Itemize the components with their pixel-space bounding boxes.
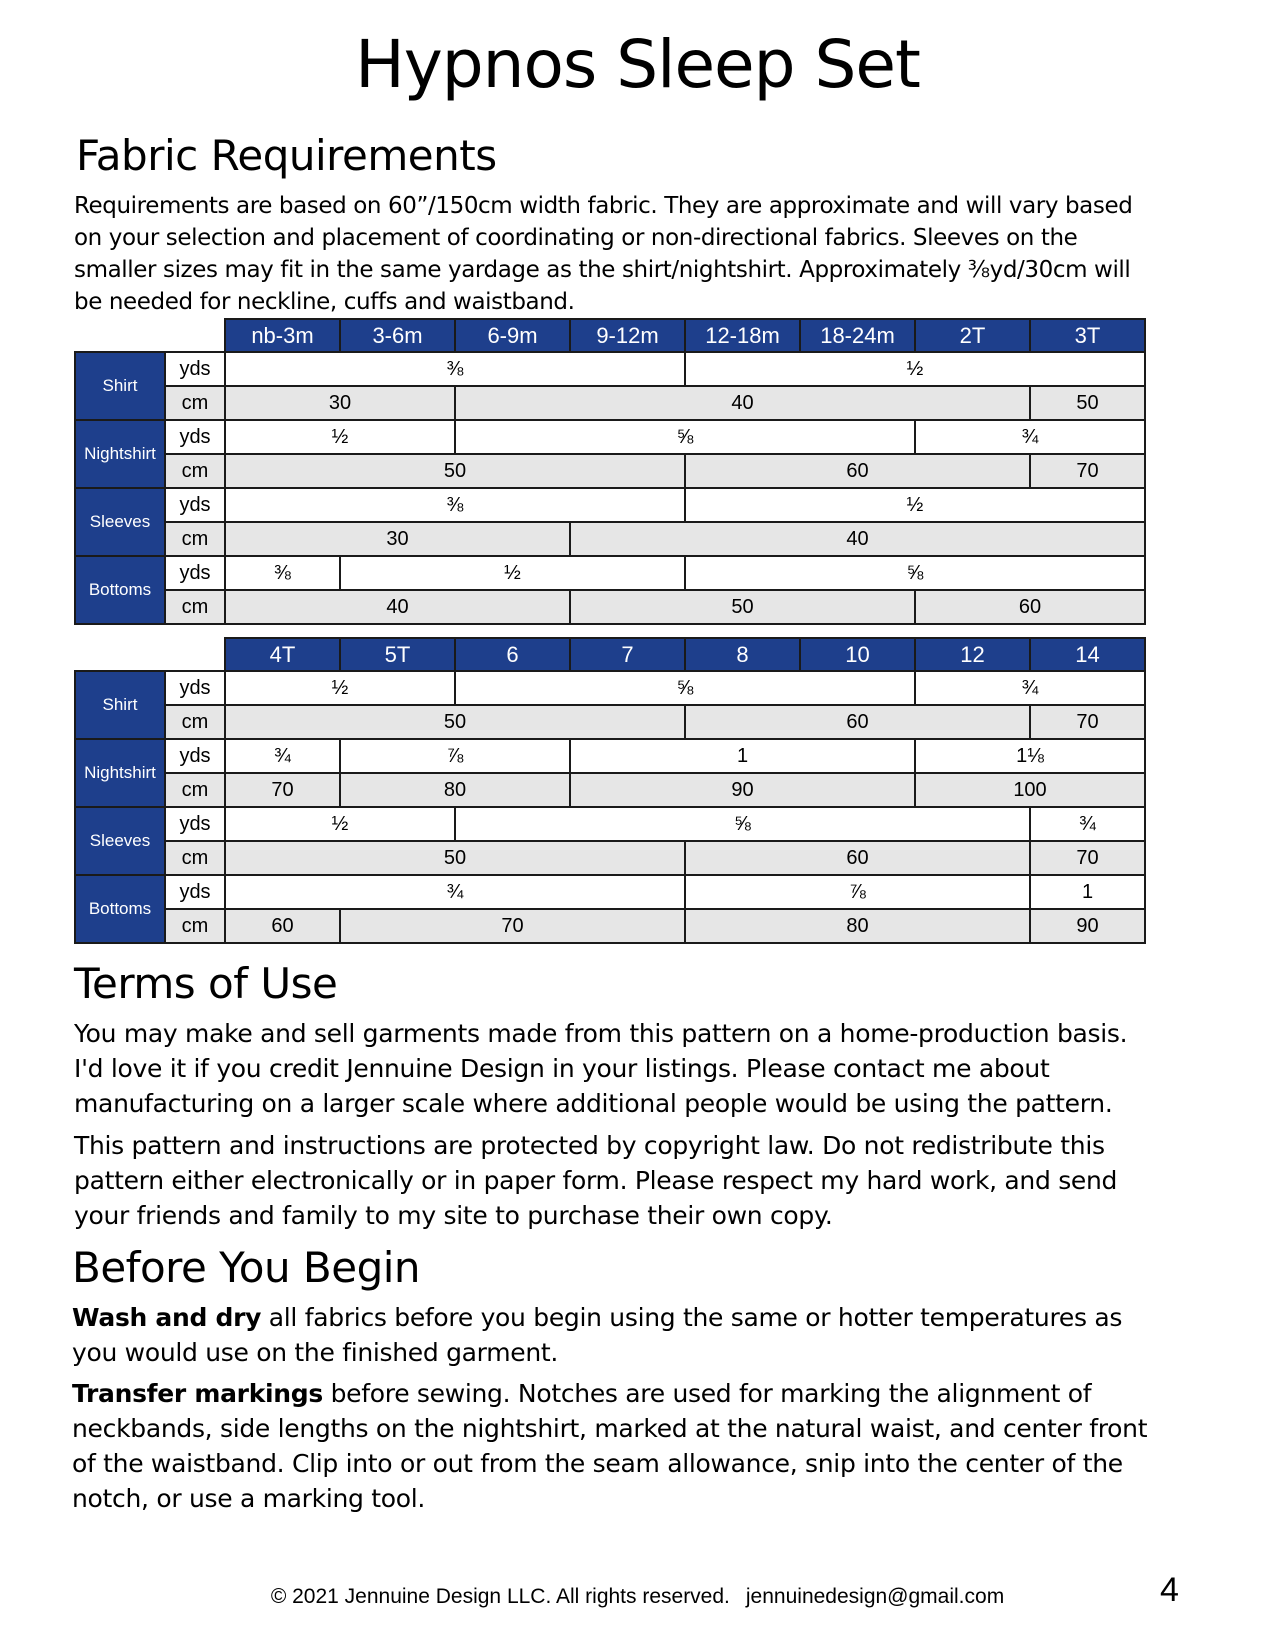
- garment-name-cell: Bottoms: [75, 875, 165, 943]
- amount-cell: 80: [340, 773, 570, 807]
- size-header-row: [75, 319, 1145, 352]
- fabric-table-child: [74, 637, 1146, 944]
- garment-name-cell: Nightshirt: [75, 420, 165, 488]
- size-header-cell: 7: [570, 638, 685, 671]
- garment-cm-row: [75, 841, 1145, 875]
- size-header-cell: 5T: [340, 638, 455, 671]
- amount-cell: ⅜: [225, 556, 340, 590]
- amount-cell: ½: [225, 807, 455, 841]
- before-you-begin-heading: Before You Begin: [72, 1243, 421, 1292]
- amount-cell: 100: [915, 773, 1145, 807]
- garment-yds-row: [75, 420, 1145, 454]
- garment-yds-row: [75, 352, 1145, 386]
- amount-cell: ⅜: [225, 488, 685, 522]
- header-blank-cell: [75, 638, 225, 671]
- garment-cm-row: [75, 386, 1145, 420]
- email-link[interactable]: jennuinedesign@gmail.com: [745, 1585, 1005, 1608]
- amount-cell: 60: [685, 705, 1030, 739]
- fabric-table-infant: [74, 318, 1146, 625]
- transfer-markings-text: before sewing. Notches are used for marking the alignment of neckbands, side lengths on the nightshirt, marked at the natural waist, and center front of the waistband. Clip into or out from the seam allowance, snip into the center of the notch, or use a marking tool.: [72, 1379, 1148, 1513]
- garment-name-cell: Shirt: [75, 671, 165, 739]
- amount-cell: 1: [1030, 875, 1145, 909]
- size-header-cell: 9-12m: [570, 319, 685, 352]
- before-paragraph-2: [72, 1376, 1162, 1516]
- unit-label-cell: cm: [165, 773, 225, 807]
- fabric-requirements-heading: Fabric Requirements: [76, 131, 497, 180]
- size-header-cell: 3T: [1030, 319, 1145, 352]
- page-number: 4: [1160, 1571, 1179, 1609]
- amount-cell: ⅜: [225, 352, 685, 386]
- unit-label-cell: cm: [165, 522, 225, 556]
- unit-label-cell: cm: [165, 705, 225, 739]
- amount-cell: 50: [225, 841, 685, 875]
- amount-cell: 50: [570, 590, 915, 624]
- amount-cell: ½: [225, 420, 455, 454]
- garment-name-cell: Bottoms: [75, 556, 165, 624]
- unit-label-cell: cm: [165, 909, 225, 943]
- amount-cell: 30: [225, 386, 455, 420]
- garment-cm-row: [75, 705, 1145, 739]
- unit-label-cell: cm: [165, 590, 225, 624]
- amount-cell: 70: [1030, 841, 1145, 875]
- amount-cell: ⅝: [455, 807, 1030, 841]
- amount-cell: ¾: [1030, 807, 1145, 841]
- amount-cell: ½: [685, 352, 1145, 386]
- size-header-row: [75, 638, 1145, 671]
- amount-cell: 1⅛: [915, 739, 1145, 773]
- amount-cell: 40: [570, 522, 1145, 556]
- size-header-cell: 18-24m: [800, 319, 915, 352]
- amount-cell: ¾: [225, 875, 685, 909]
- amount-cell: 70: [1030, 705, 1145, 739]
- header-blank-cell: [75, 319, 225, 352]
- size-header-cell: 12-18m: [685, 319, 800, 352]
- size-header-cell: 6-9m: [455, 319, 570, 352]
- size-header-cell: nb-3m: [225, 319, 340, 352]
- amount-cell: 40: [225, 590, 570, 624]
- amount-cell: ⅝: [685, 556, 1145, 590]
- garment-cm-row: [75, 522, 1145, 556]
- fabric-requirements-intro: Requirements are based on 60”/150cm width fabric. They are approximate and will vary based on your selection and placement of coordinating or non-directional fabrics. Sleeves on the smaller sizes may fit in the same yardage as the shirt/nightshirt. Approximately ⅜yd/30cm will be needed for neckline, cuffs and waistband.: [74, 193, 1133, 315]
- unit-label-cell: yds: [165, 352, 225, 386]
- amount-cell: 70: [340, 909, 685, 943]
- unit-label-cell: yds: [165, 488, 225, 522]
- footer: [0, 1582, 1275, 1612]
- amount-cell: 40: [455, 386, 1030, 420]
- amount-cell: ¾: [225, 739, 340, 773]
- garment-name-cell: Sleeves: [75, 488, 165, 556]
- amount-cell: 90: [1030, 909, 1145, 943]
- unit-label-cell: cm: [165, 454, 225, 488]
- garment-cm-row: [75, 773, 1145, 807]
- amount-cell: 50: [225, 705, 685, 739]
- transfer-markings-bold: Transfer markings: [72, 1379, 323, 1408]
- unit-label-cell: yds: [165, 671, 225, 705]
- garment-name-cell: Shirt: [75, 352, 165, 420]
- size-header-cell: 2T: [915, 319, 1030, 352]
- amount-cell: 50: [225, 454, 685, 488]
- wash-and-dry-bold: Wash and dry: [72, 1303, 262, 1332]
- amount-cell: 1: [570, 739, 915, 773]
- amount-cell: ⅞: [685, 875, 1030, 909]
- amount-cell: 90: [570, 773, 915, 807]
- size-header-cell: 12: [915, 638, 1030, 671]
- amount-cell: 30: [225, 522, 570, 556]
- amount-cell: 60: [915, 590, 1145, 624]
- garment-name-cell: Sleeves: [75, 807, 165, 875]
- unit-label-cell: cm: [165, 386, 225, 420]
- amount-cell: ½: [225, 671, 455, 705]
- amount-cell: ½: [340, 556, 685, 590]
- amount-cell: ⅝: [455, 420, 915, 454]
- garment-yds-row: [75, 739, 1145, 773]
- garment-yds-row: [75, 875, 1145, 909]
- terms-of-use-heading: Terms of Use: [74, 959, 338, 1008]
- amount-cell: 60: [685, 454, 1030, 488]
- amount-cell: 60: [225, 909, 340, 943]
- size-header-cell: 6: [455, 638, 570, 671]
- garment-cm-row: [75, 909, 1145, 943]
- amount-cell: ¾: [915, 420, 1145, 454]
- unit-label-cell: yds: [165, 739, 225, 773]
- garment-name-cell: Nightshirt: [75, 739, 165, 807]
- amount-cell: 70: [1030, 454, 1145, 488]
- amount-cell: 50: [1030, 386, 1145, 420]
- unit-label-cell: yds: [165, 420, 225, 454]
- wash-and-dry-text: all fabrics before you begin using the same or hotter temperatures as you would use on the finished garment.: [72, 1303, 1123, 1367]
- amount-cell: 80: [685, 909, 1030, 943]
- amount-cell: 70: [225, 773, 340, 807]
- copyright-text: © 2021 Jennuine Design LLC. All rights reserved.: [270, 1585, 730, 1608]
- size-header-cell: 3-6m: [340, 319, 455, 352]
- terms-paragraph-2: This pattern and instructions are protected by copyright law. Do not redistribute this pattern either electronically or in paper form. Please respect my hard work, and send your friends and family to my site to purchase their own copy.: [74, 1131, 1118, 1230]
- garment-yds-row: [75, 488, 1145, 522]
- garment-yds-row: [75, 556, 1145, 590]
- amount-cell: ⅝: [455, 671, 915, 705]
- amount-cell: ⅞: [340, 739, 570, 773]
- document-title: Hypnos Sleep Set: [355, 26, 920, 103]
- unit-label-cell: yds: [165, 556, 225, 590]
- size-header-cell: 10: [800, 638, 915, 671]
- amount-cell: ¾: [915, 671, 1145, 705]
- garment-yds-row: [75, 807, 1145, 841]
- size-header-cell: 14: [1030, 638, 1145, 671]
- terms-paragraph-1: You may make and sell garments made from this pattern on a home-production basis. I'd love it if you credit Jennuine Design in your listings. Please contact me about manufacturing on a larger scale where additional people would be using the pattern.: [74, 1019, 1128, 1118]
- unit-label-cell: yds: [165, 807, 225, 841]
- unit-label-cell: cm: [165, 841, 225, 875]
- garment-cm-row: [75, 454, 1145, 488]
- amount-cell: ½: [685, 488, 1145, 522]
- size-header-cell: 4T: [225, 638, 340, 671]
- size-header-cell: 8: [685, 638, 800, 671]
- garment-yds-row: [75, 671, 1145, 705]
- garment-cm-row: [75, 590, 1145, 624]
- unit-label-cell: yds: [165, 875, 225, 909]
- amount-cell: 60: [685, 841, 1030, 875]
- before-paragraph-1: [72, 1300, 1152, 1370]
